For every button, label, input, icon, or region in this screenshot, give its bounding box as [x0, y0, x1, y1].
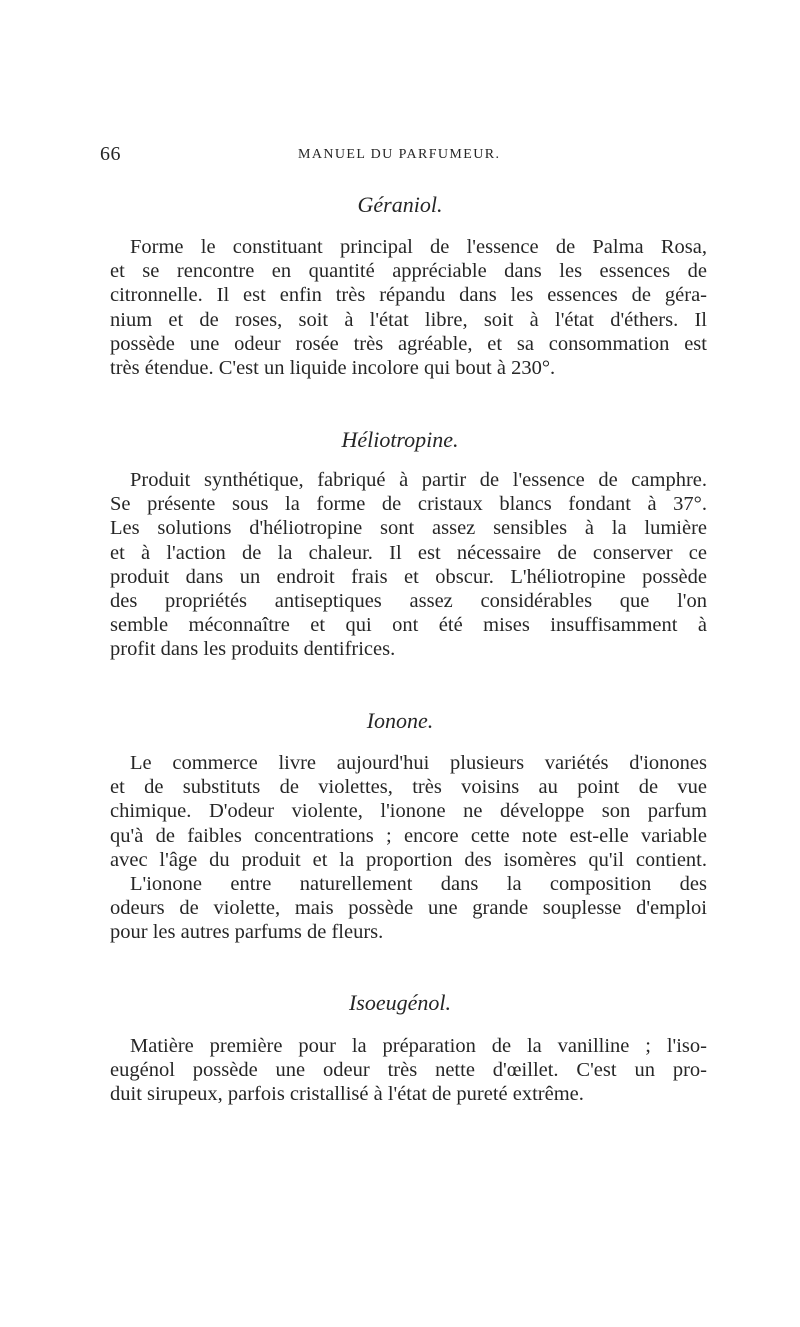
section-body-ionone [110, 751, 707, 945]
text-line: duit sirupeux, parfois cristallisé à l'état de pureté extrême. [110, 1083, 584, 1106]
running-head [100, 143, 705, 165]
text-line: Les solutions d'héliotropine sont assez sensibles à la lumière [110, 517, 707, 540]
section-body-geraniol [110, 235, 707, 380]
text-line: Matière première pour la préparation de la vanilline ; l'iso- [130, 1035, 707, 1057]
text-line: des propriétés antiseptiques assez considérables que l'on [110, 589, 707, 612]
page-number: 66 [100, 143, 121, 165]
text-line: et de substituts de violettes, très voisins au point de vue [110, 776, 707, 799]
section-body-isoeugenol [110, 1034, 707, 1107]
running-title: MANUEL DU PARFUMEUR. [298, 147, 501, 162]
text-line: produit dans un endroit frais et obscur. L'héliotropine possède [110, 565, 707, 588]
section-title-geraniol: Géraniol. [357, 192, 443, 217]
section-title-heliotropine: Héliotropine. [341, 427, 459, 452]
text-line: Produit synthétique, fabriqué à partir de l'essence de camphre. [130, 469, 707, 491]
section-body-heliotropine [110, 468, 707, 662]
text-line: odeurs de violette, mais possède une grande souplesse d'emploi [110, 897, 707, 920]
text-line: L'ionone entre naturellement dans la composition des [130, 872, 707, 895]
text-line: Le commerce livre aujourd'hui plusieurs variétés d'ionones [130, 752, 707, 774]
section-title-ionone: Ionone. [366, 708, 434, 733]
text-line: profit dans les produits dentifrices. [110, 638, 396, 661]
text-line: possède une odeur rosée très agréable, et sa consommation est [110, 332, 707, 355]
text-line: citronnelle. Il est enfin très répandu dans les essences de géra- [110, 284, 707, 307]
text-line: et à l'action de la chaleur. Il est nécessaire de conserver ce [110, 541, 707, 564]
text-line: nium et de roses, soit à l'état libre, soit à l'état d'éthers. Il [110, 308, 707, 331]
text-line: pour les autres parfums de fleurs. [110, 921, 384, 944]
text-line: avec l'âge du produit et la proportion des isomères qu'il contient. [110, 848, 707, 871]
text-line: chimique. D'odeur violente, l'ionone ne développe son parfum [110, 800, 707, 823]
text-line: et se rencontre en quantité appréciable dans les essences de [110, 260, 707, 283]
text-line: très étendue. C'est un liquide incolore qui bout à 230°. [110, 356, 556, 379]
text-line: Se présente sous la forme de cristaux blancs fondant à 37°. [110, 493, 707, 516]
text-line: eugénol possède une odeur très nette d'œillet. C'est un pro- [110, 1059, 707, 1082]
text-line: semble méconnaître et qui ont été mises insuffisamment à [110, 614, 707, 637]
section-title-isoeugenol: Isoeugénol. [348, 990, 452, 1015]
text-line: qu'à de faibles concentrations ; encore cette note est-elle variable [110, 824, 707, 847]
text-line: Forme le constituant principal de l'essence de Palma Rosa, [130, 236, 707, 258]
